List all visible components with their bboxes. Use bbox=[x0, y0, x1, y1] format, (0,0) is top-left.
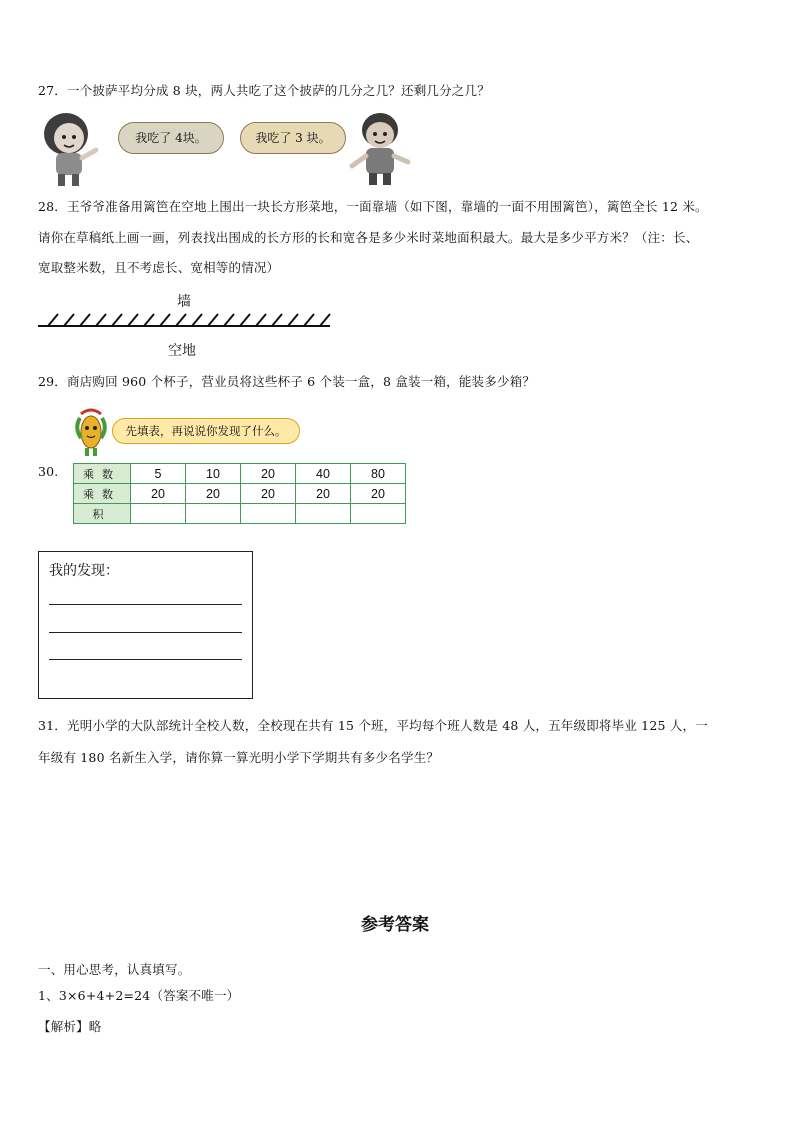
girl-speech-bubble: 我吃了 4块。 bbox=[118, 122, 224, 154]
boy-speech-bubble: 我吃了 3 块。 bbox=[240, 122, 346, 154]
question-31-line-2: 年级有 180 名新生入学，请你算一算光明小学下学期共有多少名学生？ bbox=[38, 750, 440, 765]
row-header: 积 bbox=[74, 504, 131, 524]
table-cell: 20 bbox=[131, 484, 186, 504]
table-row bbox=[74, 464, 406, 484]
answer-cell[interactable] bbox=[131, 504, 186, 524]
table-cell: 5 bbox=[131, 464, 186, 484]
table-row bbox=[74, 504, 406, 524]
answer-cell[interactable] bbox=[296, 504, 351, 524]
answer-section-1-heading: 一、用心思考，认真填写。 bbox=[38, 962, 191, 977]
answer-line[interactable] bbox=[49, 659, 242, 660]
answer-key-title: 参考答案 bbox=[361, 915, 429, 935]
table-cell: 20 bbox=[351, 484, 406, 504]
question-31-line-1: 31．光明小学的大队部统计全校人数，全校现在共有 15 个班，平均每个班人数是 48 人，五年级即将毕业 125 人，一 bbox=[38, 718, 708, 733]
table-cell: 10 bbox=[186, 464, 241, 484]
row-header: 乘数 bbox=[74, 484, 131, 504]
mascot-speech-bubble: 先填表，再说说你发现了什么。 bbox=[112, 418, 300, 444]
answer-cell[interactable] bbox=[186, 504, 241, 524]
answer-cell[interactable] bbox=[241, 504, 296, 524]
wall-diagram bbox=[38, 311, 333, 329]
answer-item-1: 1、3×6+4+2=24（答案不唯一） bbox=[38, 988, 240, 1003]
my-findings-box bbox=[38, 551, 253, 699]
my-findings-title: 我的发现： bbox=[49, 563, 119, 579]
question-30-number: 30. bbox=[38, 464, 59, 479]
table-cell: 20 bbox=[241, 484, 296, 504]
boy-illustration bbox=[344, 108, 416, 188]
question-28-line-1: 28．王爷爷准备用篱笆在空地上围出一块长方形菜地，一面靠墙（如下图，靠墙的一面不用围篱笆），篱笆全长 12 米。 bbox=[38, 199, 708, 214]
row-header: 乘数 bbox=[74, 464, 131, 484]
girl-illustration bbox=[36, 108, 116, 188]
table-cell: 20 bbox=[241, 464, 296, 484]
answer-line[interactable] bbox=[49, 604, 242, 605]
question-28-line-3: 宽取整米数，且不考虑长、宽相等的情况） bbox=[38, 260, 280, 275]
multiplication-table bbox=[73, 463, 406, 524]
ground-label: 空地 bbox=[168, 343, 196, 359]
table-row bbox=[74, 484, 406, 504]
table-cell: 20 bbox=[186, 484, 241, 504]
table-cell: 40 bbox=[296, 464, 351, 484]
question-29-text: 29．商店购回 960 个杯子，营业员将这些杯子 6 个装一盒，8 盒装一箱，能装多少箱？ bbox=[38, 374, 536, 389]
question-28-line-2: 请你在草稿纸上画一画，列表找出围成的长方形的长和宽各是多少米时菜地面积最大。最大是多少平方米？（注：长、 bbox=[38, 230, 699, 245]
answer-line[interactable] bbox=[49, 632, 242, 633]
table-cell: 80 bbox=[351, 464, 406, 484]
q27-illustration bbox=[36, 108, 416, 188]
answer-analysis: 【解析】略 bbox=[38, 1019, 102, 1034]
question-27-text: 27．一个披萨平均分成 8 块，两人共吃了这个披萨的几分之几？还剩几分之几？ bbox=[38, 83, 490, 98]
corn-mascot-illustration bbox=[66, 408, 116, 458]
answer-cell[interactable] bbox=[351, 504, 406, 524]
wall-label: 墙 bbox=[177, 294, 191, 310]
table-cell: 20 bbox=[296, 484, 351, 504]
